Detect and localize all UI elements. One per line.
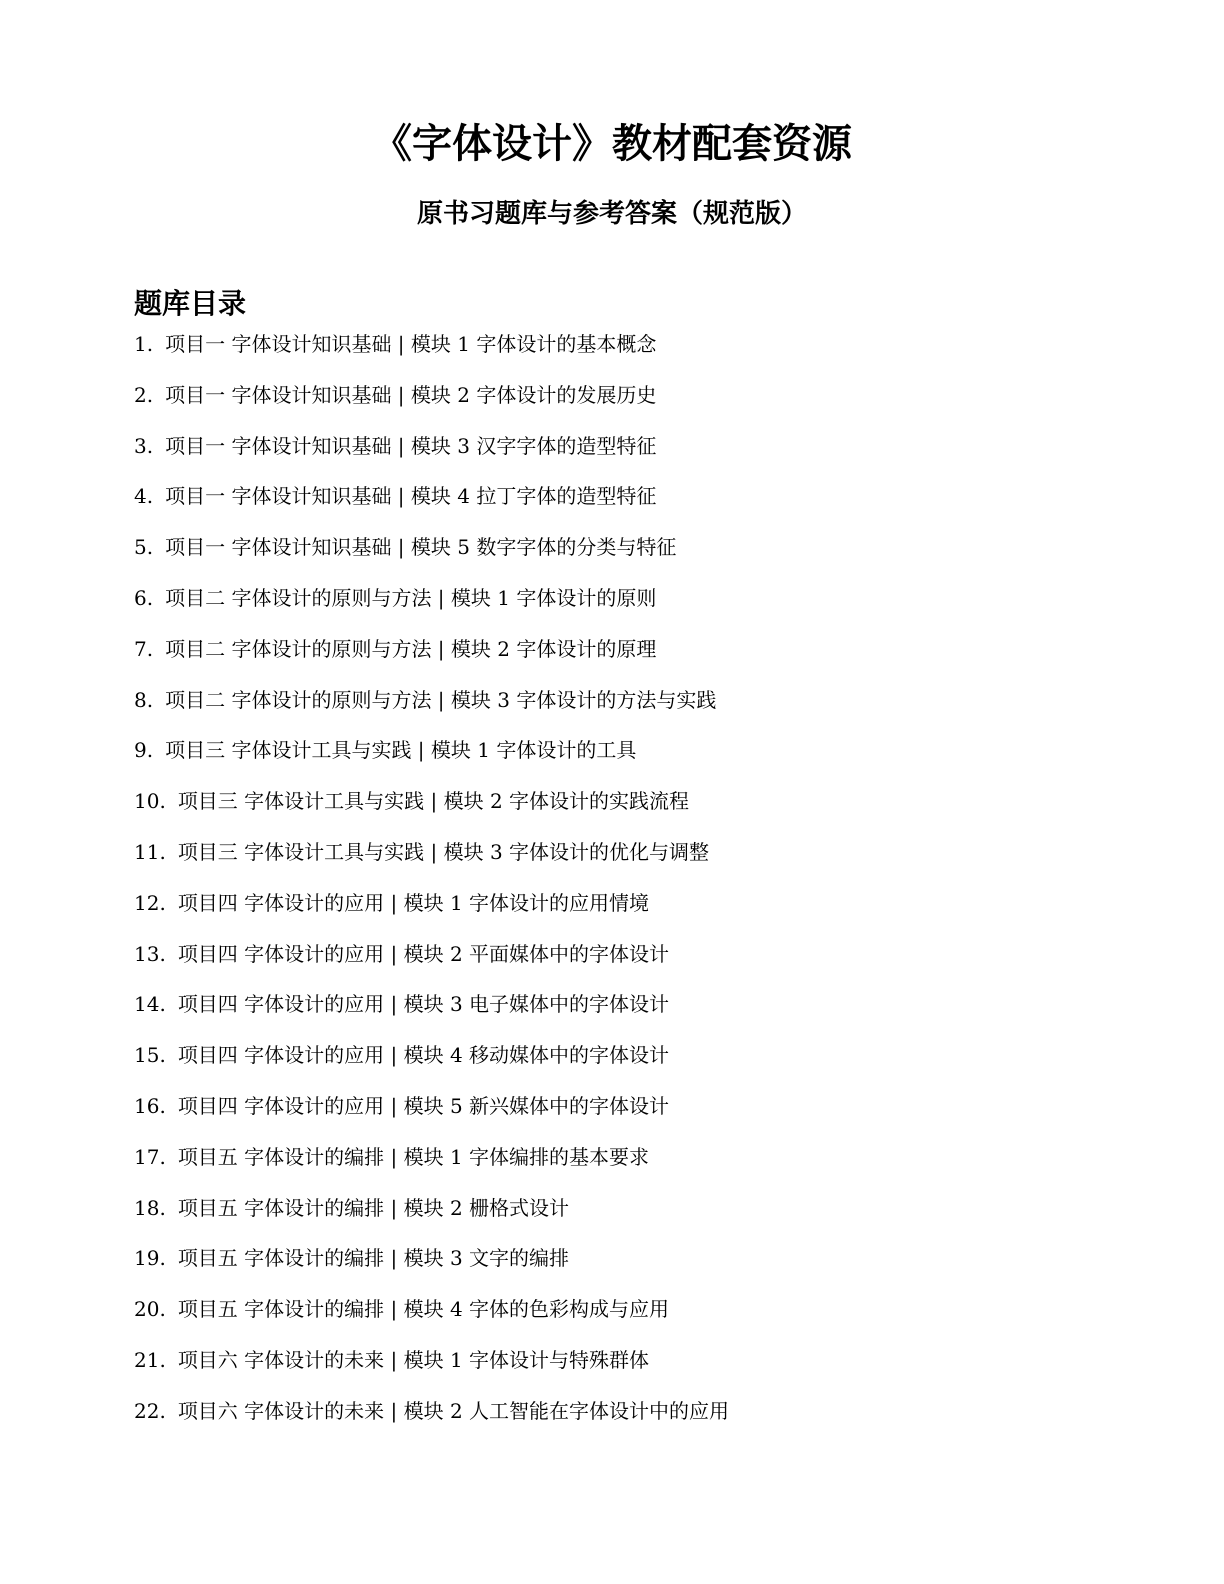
toc-item-text: 项目五 字体设计的编排 | 模块 1 字体编排的基本要求 bbox=[177, 1144, 650, 1169]
toc-item[interactable] bbox=[134, 1291, 729, 1342]
toc-item-text: 项目五 字体设计的编排 | 模块 3 文字的编排 bbox=[177, 1246, 570, 1271]
toc-item-text: 项目五 字体设计的编排 | 模块 4 字体的色彩构成与应用 bbox=[177, 1297, 670, 1322]
toc-item-text: 项目三 字体设计工具与实践 | 模块 3 字体设计的优化与调整 bbox=[177, 839, 710, 864]
toc-item-number: 8. bbox=[134, 687, 154, 712]
toc-item[interactable] bbox=[134, 1190, 729, 1241]
toc-item-number: 22. bbox=[134, 1398, 166, 1423]
toc-item-text: 项目一 字体设计知识基础 | 模块 5 数字字体的分类与特征 bbox=[165, 535, 677, 560]
toc-item-number: 7. bbox=[134, 636, 154, 661]
toc-item-number: 19. bbox=[134, 1246, 166, 1271]
toc-item-text: 项目六 字体设计的未来 | 模块 2 人工智能在字体设计中的应用 bbox=[177, 1398, 730, 1423]
toc-item[interactable] bbox=[134, 529, 729, 580]
toc-item-number: 2. bbox=[134, 382, 154, 407]
toc-item-text: 项目四 字体设计的应用 | 模块 4 移动媒体中的字体设计 bbox=[177, 1043, 670, 1068]
document-title: 《字体设计》教材配套资源 bbox=[372, 121, 852, 167]
toc-item-number: 6. bbox=[134, 585, 154, 610]
toc-item[interactable] bbox=[134, 1088, 729, 1139]
toc-item[interactable] bbox=[134, 885, 729, 936]
toc-item-number: 17. bbox=[134, 1144, 166, 1169]
toc-item[interactable] bbox=[134, 478, 729, 529]
toc-item-number: 10. bbox=[134, 789, 166, 814]
toc-item-text: 项目一 字体设计知识基础 | 模块 2 字体设计的发展历史 bbox=[165, 382, 657, 407]
toc-item-number: 3. bbox=[134, 433, 154, 458]
toc-item-number: 18. bbox=[134, 1195, 166, 1220]
toc-item-text: 项目一 字体设计知识基础 | 模块 1 字体设计的基本概念 bbox=[165, 332, 657, 356]
toc-item[interactable] bbox=[134, 428, 729, 479]
toc-item-text: 项目二 字体设计的原则与方法 | 模块 3 字体设计的方法与实践 bbox=[165, 687, 717, 712]
toc-item[interactable] bbox=[134, 631, 729, 682]
toc-item-text: 项目四 字体设计的应用 | 模块 3 电子媒体中的字体设计 bbox=[177, 992, 670, 1017]
toc-item-text: 项目六 字体设计的未来 | 模块 1 字体设计与特殊群体 bbox=[177, 1347, 650, 1372]
toc-item-number: 1. bbox=[134, 332, 154, 356]
toc-item[interactable] bbox=[134, 732, 729, 783]
toc-item[interactable] bbox=[134, 936, 729, 987]
toc-item-number: 16. bbox=[134, 1093, 166, 1118]
toc-item[interactable] bbox=[134, 1037, 729, 1088]
toc-item[interactable] bbox=[134, 1393, 729, 1444]
toc-item-number: 21. bbox=[134, 1347, 166, 1372]
toc-item-number: 13. bbox=[134, 941, 166, 966]
toc-item[interactable] bbox=[134, 1139, 729, 1190]
toc-item-number: 5. bbox=[134, 535, 154, 560]
toc-item-number: 14. bbox=[134, 992, 166, 1017]
toc-item-number: 15. bbox=[134, 1043, 166, 1068]
toc-item[interactable] bbox=[134, 1240, 729, 1291]
document-subtitle: 原书习题库与参考答案（规范版） bbox=[416, 199, 807, 229]
toc-item[interactable] bbox=[134, 834, 729, 885]
toc-item-number: 12. bbox=[134, 890, 166, 915]
toc-item-number: 20. bbox=[134, 1297, 166, 1322]
toc-item-number: 9. bbox=[134, 738, 154, 763]
toc-item-text: 项目四 字体设计的应用 | 模块 5 新兴媒体中的字体设计 bbox=[177, 1093, 670, 1118]
toc-item-text: 项目三 字体设计工具与实践 | 模块 2 字体设计的实践流程 bbox=[177, 789, 690, 814]
toc-item[interactable] bbox=[134, 326, 729, 377]
toc-item[interactable] bbox=[134, 986, 729, 1037]
toc-item[interactable] bbox=[134, 783, 729, 834]
toc-item-text: 项目三 字体设计工具与实践 | 模块 1 字体设计的工具 bbox=[165, 738, 637, 763]
toc-item-text: 项目五 字体设计的编排 | 模块 2 栅格式设计 bbox=[177, 1195, 570, 1220]
toc-item-text: 项目一 字体设计知识基础 | 模块 4 拉丁字体的造型特征 bbox=[165, 484, 657, 509]
toc-item-number: 4. bbox=[134, 484, 154, 509]
toc-heading: 题库目录 bbox=[134, 287, 247, 320]
toc-item-text: 项目二 字体设计的原则与方法 | 模块 2 字体设计的原理 bbox=[165, 636, 657, 661]
toc-item-text: 项目四 字体设计的应用 | 模块 2 平面媒体中的字体设计 bbox=[177, 941, 670, 966]
toc-item-text: 项目二 字体设计的原则与方法 | 模块 1 字体设计的原则 bbox=[165, 585, 657, 610]
toc-item[interactable] bbox=[134, 580, 729, 631]
toc-item[interactable] bbox=[134, 682, 729, 733]
toc-list bbox=[134, 326, 729, 1444]
toc-item-text: 项目一 字体设计知识基础 | 模块 3 汉字字体的造型特征 bbox=[165, 433, 657, 458]
toc-item-text: 项目四 字体设计的应用 | 模块 1 字体设计的应用情境 bbox=[177, 890, 650, 915]
toc-item[interactable] bbox=[134, 1342, 729, 1393]
toc-item-number: 11. bbox=[134, 839, 166, 864]
toc-item[interactable] bbox=[134, 377, 729, 428]
